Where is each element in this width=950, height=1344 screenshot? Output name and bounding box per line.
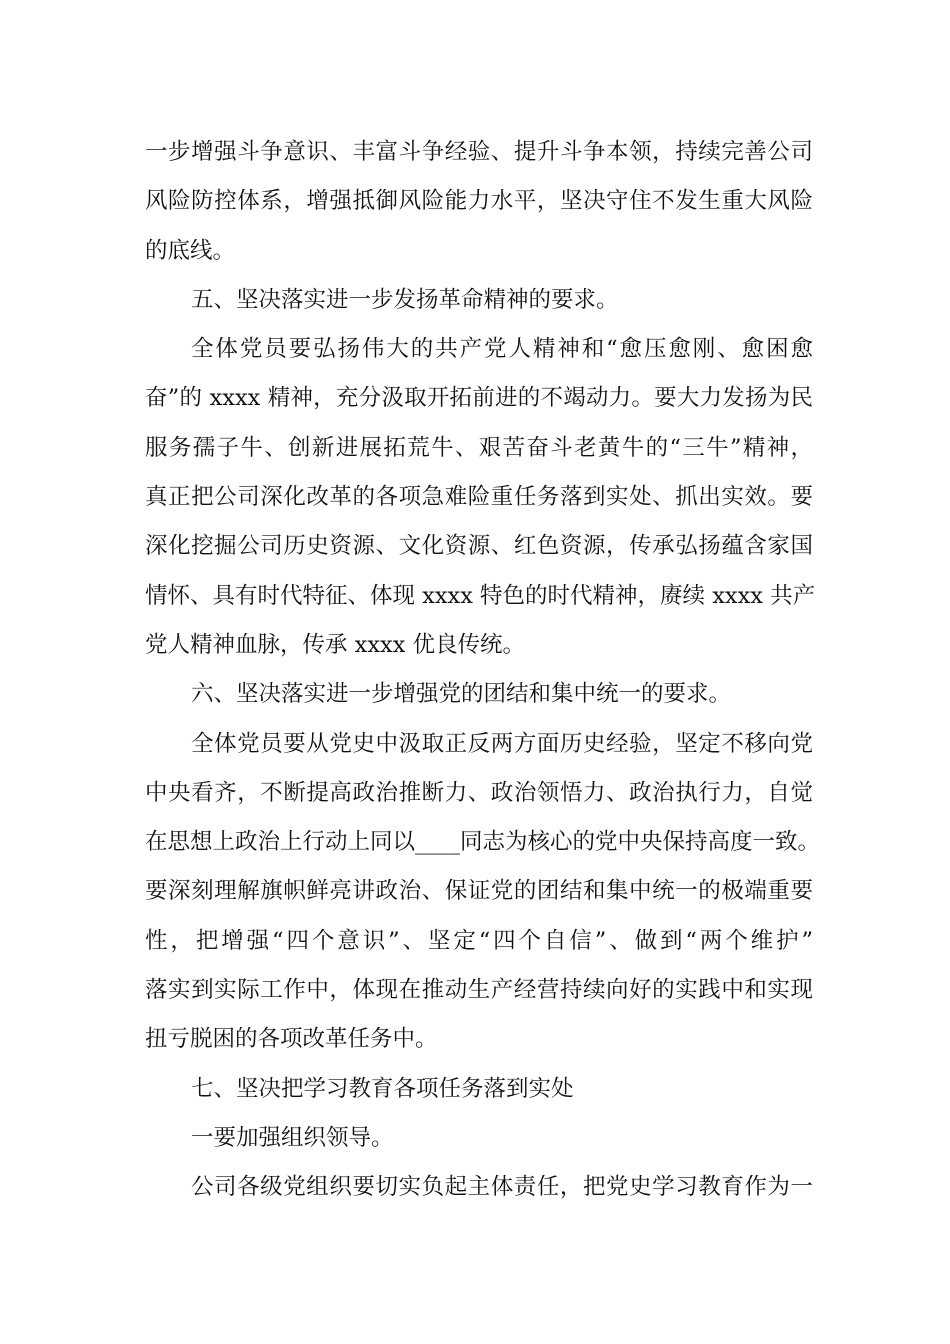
paragraph-line: 中央看齐，不断提高政治推断力、政治领悟力、政治执行力，自觉 [145,779,813,806]
paragraph-line: 的底线。 [145,237,236,264]
paragraph-line: 全体党员要从党史中汲取正反两方面历史经验，坚定不移向党 [191,730,813,757]
paragraph-line: 情怀、具有时代特征、体现 xxxx 特色的时代精神，赓续 xxxx 共产 [145,582,816,609]
paragraph-line: 真正把公司深化改革的各项急难险重任务落到实处、抓出实效。要 [145,484,813,511]
paragraph-line: 风险防控体系，增强抵御风险能力水平，坚决守住不发生重大风险 [145,188,813,215]
paragraph-line: 扭亏脱困的各项改革任务中。 [145,1026,438,1053]
paragraph-line: 公司各级党组织要切实负起主体责任，把党史学习教育作为一 [191,1174,813,1201]
paragraph-line: 落实到实际工作中，体现在推动生产经营持续向好的实践中和实现 [145,977,813,1004]
section-heading: 六、坚决落实进一步增强党的团结和集中统一的要求。 [191,681,732,708]
paragraph-line: 奋”的 xxxx 精神，充分汲取开拓前进的不竭动力。要大力发扬为民 [145,385,813,412]
document-body [145,128,821,1213]
paragraph-line: 全体党员要弘扬伟大的共产党人精神和“愈压愈刚、愈困愈 [191,336,813,363]
paragraph-line: 服务孺子牛、创新进展拓荒牛、艰苦奋斗老黄牛的“三牛”精神， [145,434,813,461]
paragraph-line: 要深刻理解旗帜鲜亮讲政治、保证党的团结和集中统一的极端重要 [145,878,813,905]
paragraph-line: 在思想上政治上行动上同以____同志为核心的党中央保持高度一致。 [145,829,821,856]
section-heading: 五、坚决落实进一步发扬革命精神的要求。 [191,286,619,313]
paragraph-line: 深化挖掘公司历史资源、文化资源、红色资源，传承弘扬蕴含家国 [145,533,813,560]
sub-heading: 一要加强组织领导。 [191,1124,394,1151]
paragraph-line: 一步增强斗争意识、丰富斗争经验、提升斗争本领，持续完善公司 [145,139,813,165]
paragraph-line: 党人精神血脉，传承 xxxx 优良传统。 [145,631,526,658]
paragraph-line: 性，把增强“四个意识”、坚定“四个自信”、做到“两个维护” [145,927,813,954]
section-heading: 七、坚决把学习教育各项任务落到实处 [191,1075,574,1102]
